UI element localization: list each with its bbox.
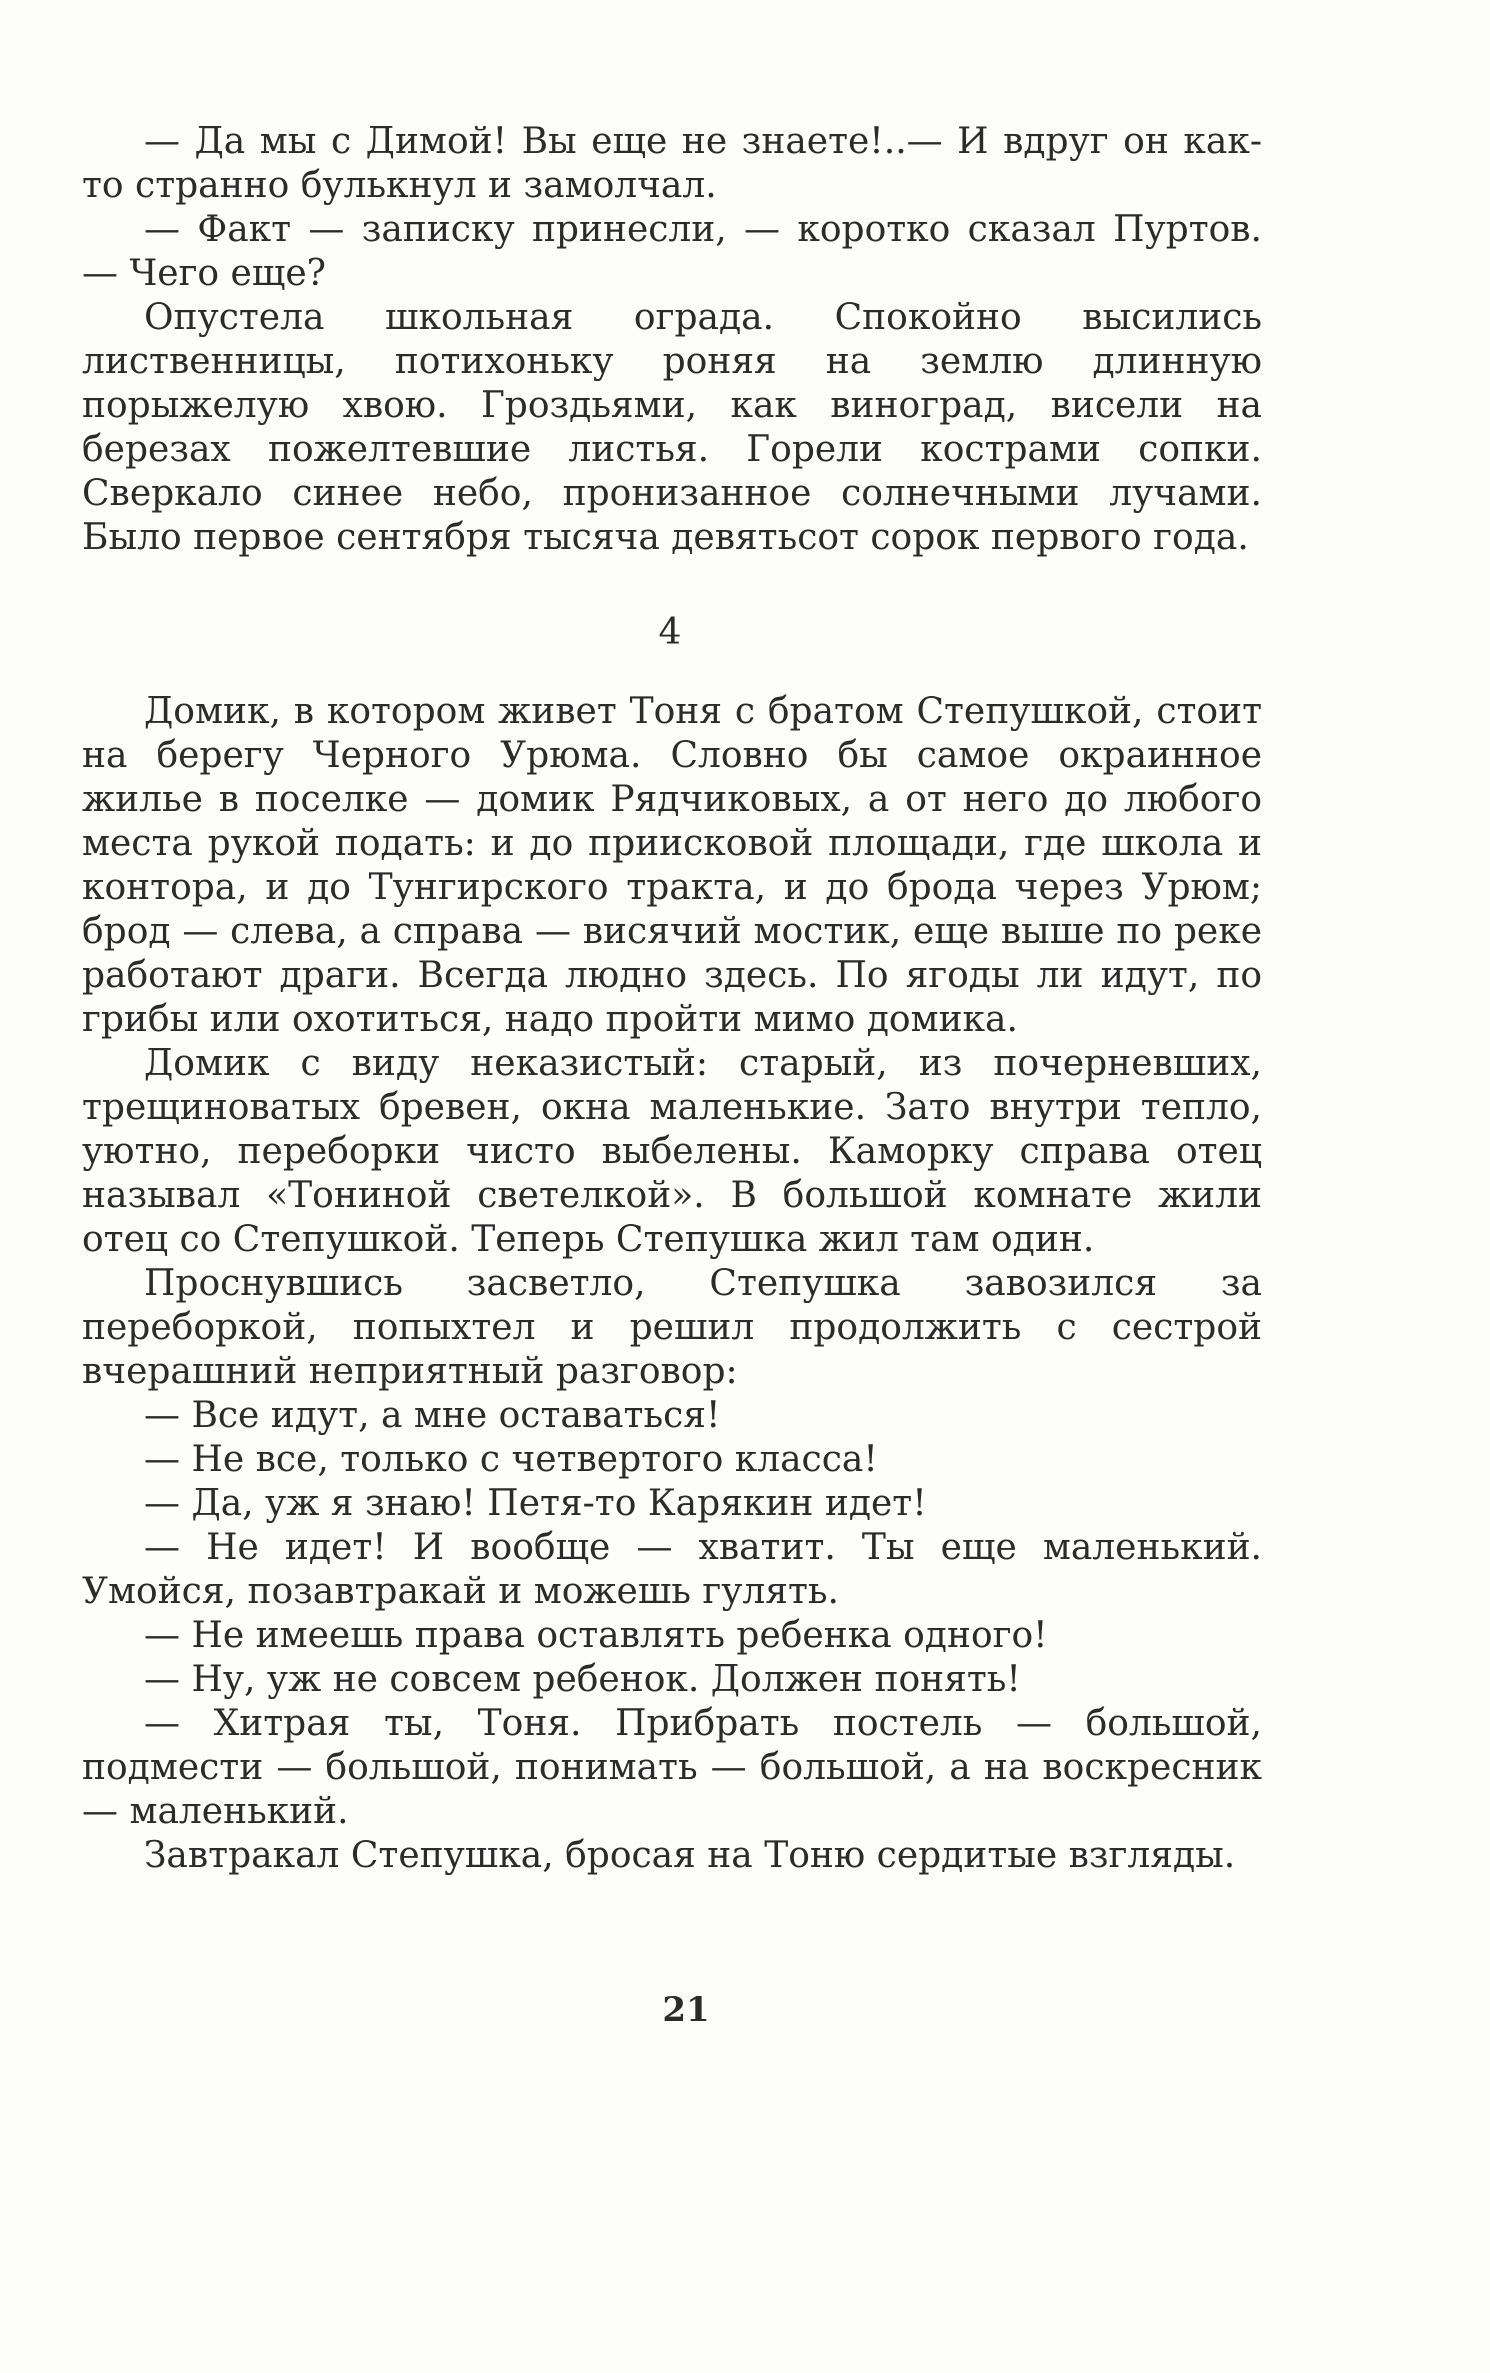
- paragraph: — Да мы с Димой! Вы еще не знаете!..— И вдруг он как-то странно булькнул и замолчал.: [82, 121, 1262, 206]
- chapter-end-text: [82, 120, 1262, 560]
- dialogue-line: — Не идет! И вообще — хватит. Ты еще маленький. Умойся, позавтракай и можешь гулять.: [82, 1527, 1262, 1612]
- paragraph: Домик, в котором живет Тоня с братом Степушкой, стоит на берегу Черного Урюма. Словно бы самое окраинное жилье в поселке — домик Рядчиковых, а от него до любого места рукой подать: и до приисковой площади, где школа и контора, и до Тунгирского тракта, и до брода через Урюм; брод — слева, а справа — висячий мостик, еще выше по реке работают драги. Всегда людно здесь. По ягоды ли идут, по грибы или охотиться, надо пройти мимо домика.: [82, 691, 1262, 1040]
- paragraph: Завтракал Степушка, бросая на Тоню сердитые взгляды.: [144, 1835, 1236, 1876]
- dialogue-line: — Да, уж я знаю! Петя-то Карякин идет!: [144, 1483, 927, 1524]
- dialogue-line: — Ну, уж не совсем ребенок. Должен понять!: [144, 1659, 1021, 1700]
- dialogue-line: — Хитрая ты, Тоня. Прибрать постель — большой, подмести — большой, понимать — большой, а на воскресник — маленький.: [82, 1703, 1262, 1832]
- chapter-number: 4: [658, 612, 682, 653]
- dialogue-line: — Не все, только с четвертого класса!: [144, 1439, 878, 1480]
- paragraph: Опустела школьная ограда. Спокойно высились лиственницы, потихоньку роняя на землю длинную порыжелую хвою. Гроздьями, как виноград, висели на березах пожелтевшие листья. Горели кострами сопки. Сверкало синее небо, пронизанное солнечными лучами. Было первое сентября тысяча девятьсот сорок первого года.: [82, 297, 1262, 558]
- paragraph: — Факт — записку принесли, — коротко сказал Пуртов. — Чего еще?: [82, 209, 1262, 294]
- page-number: 21: [662, 1990, 710, 2030]
- chapter-body-text: [82, 690, 1262, 1878]
- dialogue-line: — Все идут, а мне оставаться!: [144, 1395, 721, 1436]
- dialogue-line: — Не имеешь права оставлять ребенка одного!: [144, 1615, 1048, 1656]
- paragraph: Домик с виду неказистый: старый, из почерневших, трещиноватых бревен, окна маленькие. Зато внутри тепло, уютно, переборки чисто выбелены. Каморку справа отец называл «Тониной светелкой». В большой комнате жили отец со Степушкой. Теперь Степушка жил там один.: [82, 1043, 1262, 1260]
- paragraph: Проснувшись засветло, Степушка завозился за переборкой, попыхтел и решил продолжить с сестрой вчерашний неприятный разговор:: [82, 1263, 1262, 1392]
